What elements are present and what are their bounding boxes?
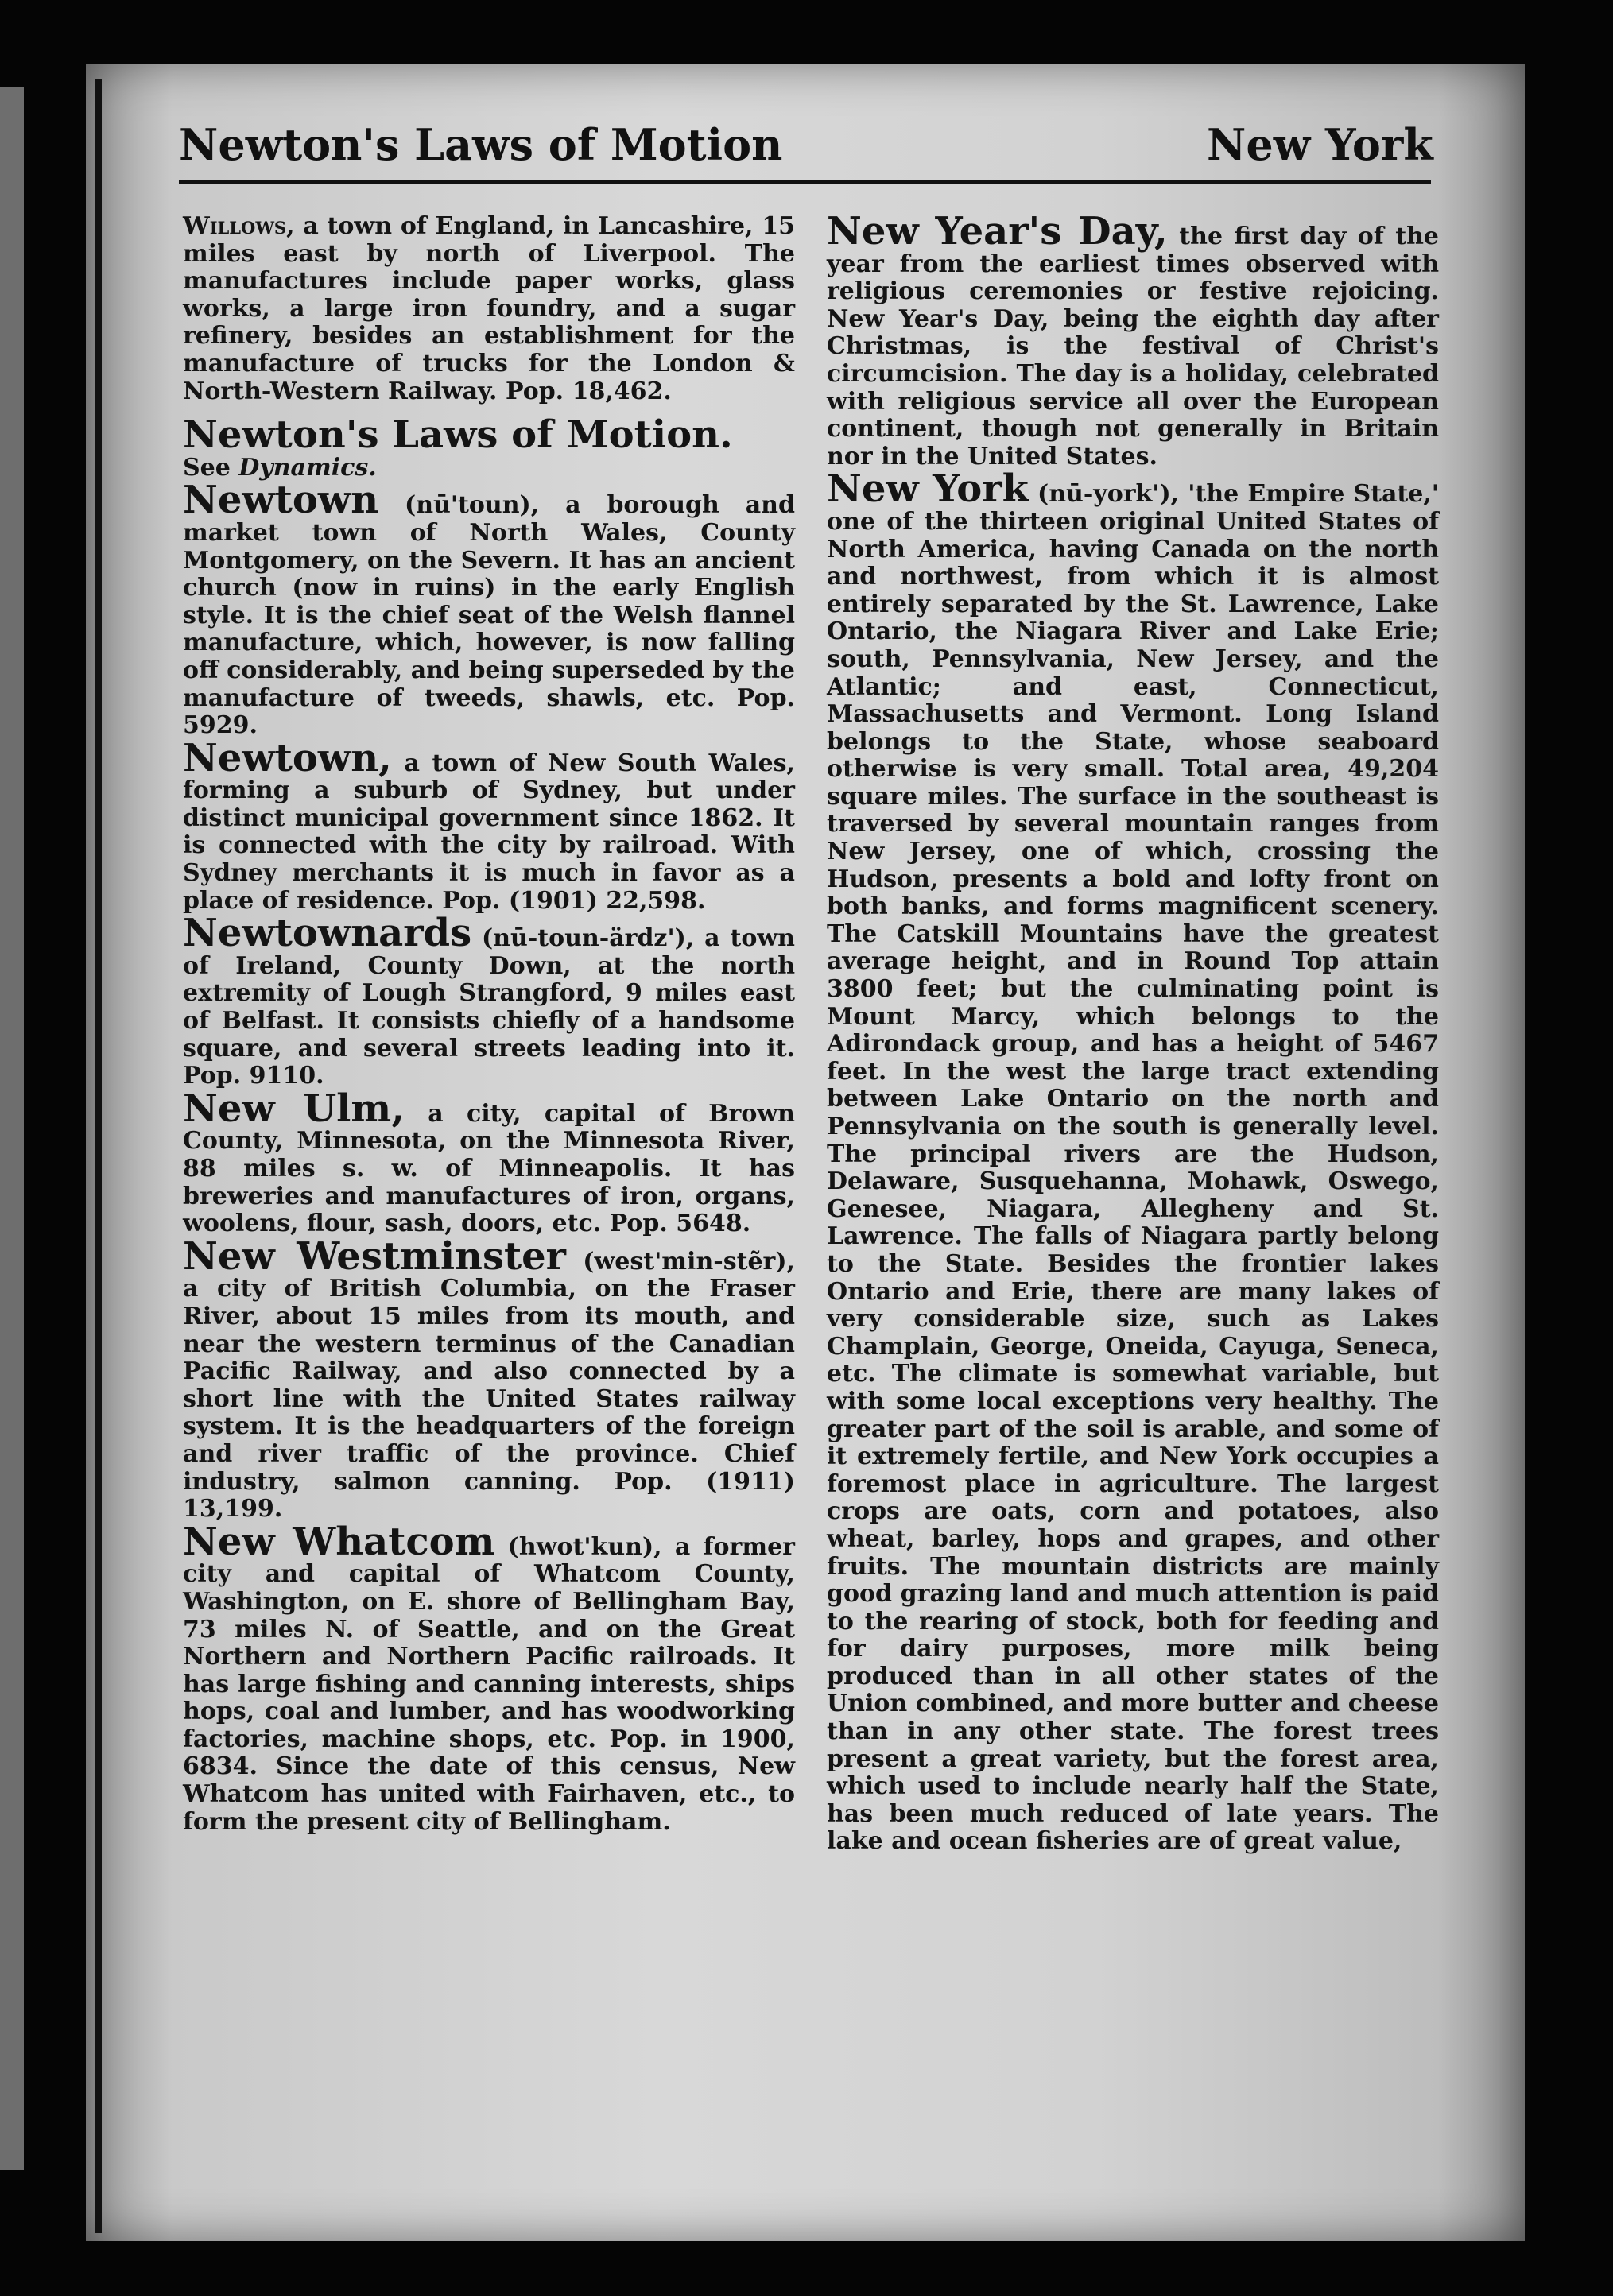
entry-newtons-laws (183, 412, 795, 458)
entry-new-years-day (827, 209, 1439, 470)
headword: Newton's Laws of Motion. (183, 412, 733, 458)
entry-text: the first day of the year from the earliest times observed with religious ceremonies or festive rejoicing. New Year's Day, being the eighth day after Christmas, is the festival of Christ's circumcision. The day is a holiday, celebrated with religious service all over the European continent, though not generally in Britain nor in the United States. (827, 223, 1439, 470)
pronunciation: (nū-toun-ärdz'), (482, 924, 695, 953)
headword: New Ulm, (183, 1086, 405, 1131)
right-column (827, 209, 1439, 1856)
left-column (183, 213, 795, 1836)
adjacent-page-edge (0, 87, 24, 2170)
entry-new-westminster (183, 1233, 795, 1524)
entry-new-ulm (183, 1086, 795, 1238)
headword: Newtown, (183, 735, 392, 780)
entry-text: a town of New South Wales, forming a suburb of Sydney, but under distinct municipal government since 1862. It is connected with the city by railroad. With Sydney merchants it is much in favor as a place of residence. Pop. (1901) 22,598. (183, 749, 795, 915)
entry-text: a former city and capital of Whatcom County, Washington, on E. shore of Bellingham Bay, 73 miles N. of Seattle, and on the Great Northern and Northern Pacific railroads. It has large fishing and canning interests, ships hops, coal and lumber, and has woodworking factories, machine shops, etc. Pop. in 1900, 6834. Since the date of this census, New Whatcom has united with Fairhaven, etc., to form the present city of Bellingham. (183, 1532, 795, 1836)
header-rule (179, 180, 1431, 184)
headword: Newtownards (183, 911, 472, 956)
headword: New Whatcom (183, 1519, 495, 1564)
entry-willows (183, 213, 795, 405)
entry-newtown-nsw (183, 735, 795, 916)
headword: New York (827, 467, 1029, 512)
entry-new-york (827, 467, 1439, 1856)
headword: New Westminster (183, 1233, 566, 1279)
entry-text: a city, capital of Brown County, Minnesota, on the Minnesota River, 88 miles s. w. of Minneapolis. It has breweries and manufactures of iron, organs, woolens, flour, sash, doors, etc. Pop. 5648. (183, 1099, 795, 1238)
running-head-left: Newton's Laws of Motion (179, 119, 783, 170)
pronunciation: (nū'toun), (405, 491, 540, 520)
entry-text: a town of Ireland, County Down, at the north extremity of Lough Strangford, 9 miles east of Belfast. It consists chiefly of a handsome square, and several streets leading into it. Pop. 9110. (183, 924, 795, 1090)
entry-newtown-wales (183, 478, 795, 740)
entry-new-whatcom (183, 1519, 795, 1837)
headword: New Year's Day, (827, 209, 1168, 254)
pronunciation: (west'min-stẽr), (583, 1247, 795, 1276)
pronunciation: (hwot'kun), (507, 1532, 662, 1561)
pronunciation: (nū-york'), (1037, 480, 1180, 509)
entry-text: a town of England, in Lancashire, 15 miles east by north of Liverpool. The manufactures include paper works, glass works, a large iron foundry, and a sugar refinery, besides an establishment for the manufacture of trucks for the London & North-Western Railway. Pop. 18,462. (183, 212, 795, 405)
headword: Newtown (183, 478, 379, 523)
entry-text: a city of British Columbia, on the Fraser River, about 15 miles from its mouth, and near the western terminus of the Canadian Pacific Railway, and also connected by a short line with the United States railway system. It is the headquarters of the foreign and river traffic of the province. Chief industry, salmon canning. Pop. (1911) 13,199. (183, 1275, 795, 1524)
binding-shadow (95, 79, 102, 2233)
entry-newtownards (183, 911, 795, 1090)
running-head-right: New York (1207, 119, 1433, 170)
entry-text: 'the Empire State,' one of the thirteen original United States of North America, having Canada on the north and northwest, from which it is almost entirely separated by the St. Lawrence, Lake Ontario, the Niagara River and Lake Erie; south, Pennsylvania, New Jersey, and the Atlantic; and east, Connecticut, Massachusetts and Vermont. Long Island belongs to the State, whose seaboard otherwise is very small. Total area, 49,204 square miles. The surface in the southeast is traversed by several mountain ranges from New Jersey, one of which, crossing the Hudson, presents a bold and lofty front on both banks, and forms magnificent scenery. The Catskill Mountains have the greatest average height, and in Round Top attain 3800 feet; but the culminating point is Mount Marcy, which belongs to the Adirondack group, and has a height of 5467 feet. In the west the large tract extending between Lake Ontario on the north and Pennsylvania on the south is generally level. The principal rivers are the Hudson, Delaware, Susquehanna, Mohawk, Oswego, Genesee, Niagara, Allegheny and St. Lawrence. The falls of Niagara partly belong to the State. Besides the frontier lakes Ontario and Erie, there are many lakes of very considerable size, such as Lakes Champlain, George, Oneida, Cayuga, Seneca, etc. The climate is somewhat variable, but with some local exceptions very healthy. The greater part of the soil is arable, and some of it extremely fertile, and New York occupies a foremost place in agriculture. The largest crops are oats, corn and potatoes, also wheat, barley, hops and grapes, and other fruits. The mountain districts are mainly good grazing land and much attention is paid to the rearing of stock, both for feeding and for dairy purposes, more milk being produced than in all other states of the Union combined, and more butter and cheese than in any other state. The forest trees present a great variety, but the forest area, which used to include nearly half the State, has been much reduced of late years. The lake and ocean fisheries are of great value, (827, 480, 1439, 1856)
see-target: Dynamics. (238, 453, 377, 482)
entry-text: a borough and market town of North Wales, County Montgomery, on the Severn. It has an ancient church (now in ruins) in the early English style. It is the chief seat of the Welsh flannel manufacture, which, however, is now falling off considerably, and being superseded by the manufacture of tweeds, shawls, etc. Pop. 5929. (183, 491, 795, 740)
headword: Willows, (183, 212, 295, 240)
see-label: See (183, 453, 231, 482)
